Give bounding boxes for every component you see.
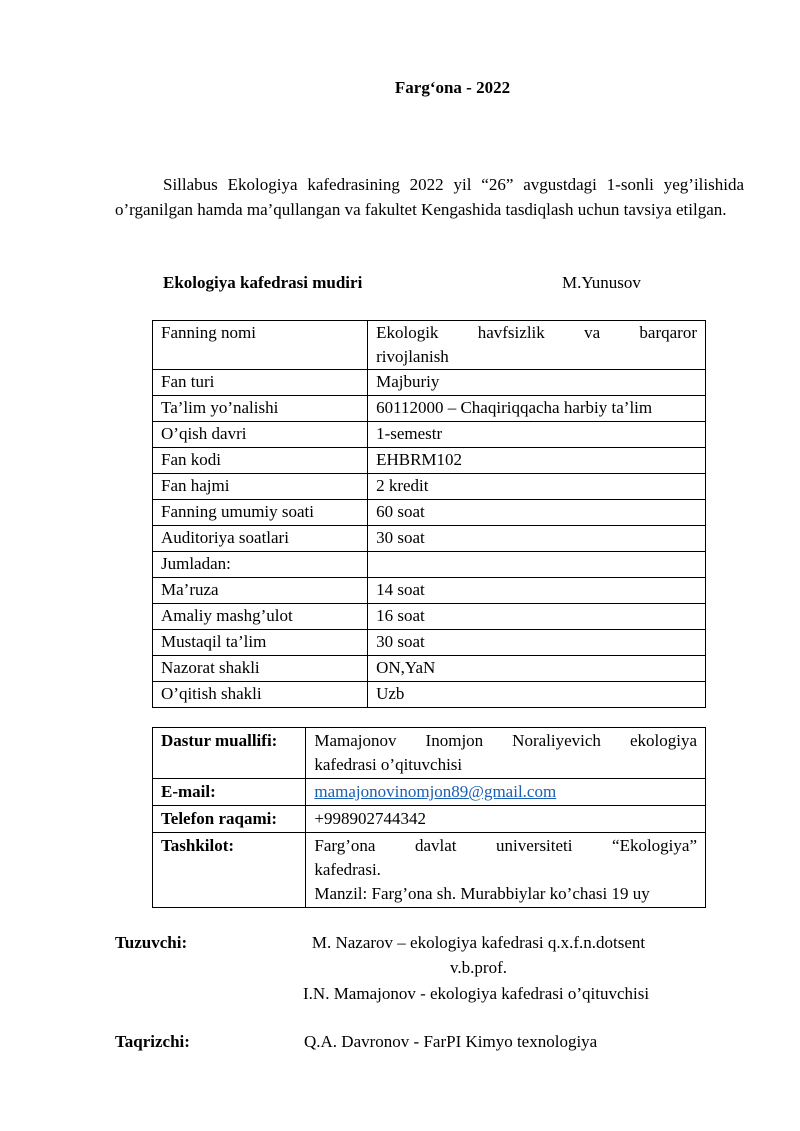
course-info-table bbox=[152, 320, 706, 708]
row-label: Auditoriya soatlari bbox=[153, 526, 368, 552]
table-row bbox=[153, 321, 706, 370]
organization-label: Tashkilot: bbox=[153, 833, 306, 908]
table-row bbox=[153, 500, 706, 526]
row-label: Amaliy mashg’ulot bbox=[153, 604, 368, 630]
email-label: E-mail: bbox=[153, 779, 306, 806]
table-row bbox=[153, 656, 706, 682]
row-value: ON,YaN bbox=[368, 656, 706, 682]
table-row bbox=[153, 728, 706, 779]
row-value: EHBRM102 bbox=[368, 448, 706, 474]
row-value: 16 soat bbox=[368, 604, 706, 630]
row-label: Ma’ruza bbox=[153, 578, 368, 604]
phone-label: Telefon raqami: bbox=[153, 806, 306, 833]
organization-line-2: kafedrasi. bbox=[314, 860, 381, 879]
course-name-line-1: Ekologik havfsizlik va barqaror bbox=[376, 323, 697, 342]
row-label: Mustaqil ta’lim bbox=[153, 630, 368, 656]
author-info-table bbox=[152, 727, 706, 908]
row-label: Fanning umumiy soati bbox=[153, 500, 368, 526]
course-name-line-2: rivojlanish bbox=[376, 347, 449, 366]
row-value: Uzb bbox=[368, 682, 706, 708]
row-label: Fan turi bbox=[153, 370, 368, 396]
row-value bbox=[368, 321, 706, 370]
table-row bbox=[153, 682, 706, 708]
department-head-title: Ekologiya kafedrasi mudiri bbox=[163, 273, 363, 292]
organization-address: Manzil: Farg’ona sh. Murabbiylar ko’chasi 19 uy bbox=[314, 884, 650, 903]
table-row bbox=[153, 578, 706, 604]
reviewer-name: Q.A. Davronov - FarPI Kimyo texnologiya bbox=[304, 1032, 598, 1051]
row-label: O’qitish shakli bbox=[153, 682, 368, 708]
row-label: Jumladan: bbox=[153, 552, 368, 578]
row-label: Ta’lim yo’nalishi bbox=[153, 396, 368, 422]
table-row bbox=[153, 806, 706, 833]
organization-line-1: Farg’ona davlat universiteti “Ekologiya” bbox=[314, 836, 697, 855]
compiler-1-line-2: v.b.prof. bbox=[450, 958, 507, 977]
compiler-label: Tuzuvchi: bbox=[115, 933, 188, 952]
table-row bbox=[153, 779, 706, 806]
email-value bbox=[306, 779, 706, 806]
row-value: 30 soat bbox=[368, 630, 706, 656]
table-row bbox=[153, 474, 706, 500]
author-label: Dastur muallifi: bbox=[153, 728, 306, 779]
compiler-1-line-1: M. Nazarov – ekologiya kafedrasi q.x.f.n.dotsent bbox=[311, 933, 646, 952]
row-value: 14 soat bbox=[368, 578, 706, 604]
row-value bbox=[368, 552, 706, 578]
intro-line-3: uchun tavsiya etilgan. bbox=[577, 200, 727, 219]
organization-value bbox=[306, 833, 706, 908]
compiler-2: I.N. Mamajonov - ekologiya kafedrasi o’qituvchisi bbox=[303, 984, 650, 1003]
table-row bbox=[153, 396, 706, 422]
row-label: Fan hajmi bbox=[153, 474, 368, 500]
author-line-2: kafedrasi o’qituvchisi bbox=[314, 755, 463, 774]
table-row bbox=[153, 630, 706, 656]
table-row bbox=[153, 552, 706, 578]
table-row bbox=[153, 833, 706, 908]
reviewer-label: Taqrizchi: bbox=[115, 1032, 190, 1051]
row-value: 60 soat bbox=[368, 500, 706, 526]
intro-paragraph bbox=[115, 172, 744, 222]
department-head-name: M.Yunusov bbox=[562, 273, 641, 292]
table-row bbox=[153, 526, 706, 552]
row-value: Majburiy bbox=[368, 370, 706, 396]
row-label: Fanning nomi bbox=[153, 321, 368, 370]
intro-line-1: Sillabus Ekologiya kafedrasining 2022 yil “26” avgustdagi 1-sonli bbox=[163, 175, 654, 194]
table-row bbox=[153, 604, 706, 630]
row-value: 2 kredit bbox=[368, 474, 706, 500]
table-row bbox=[153, 370, 706, 396]
row-value: 1-semestr bbox=[368, 422, 706, 448]
row-value: 30 soat bbox=[368, 526, 706, 552]
table-row bbox=[153, 422, 706, 448]
author-value bbox=[306, 728, 706, 779]
document-city-year: Farg‘ona - 2022 bbox=[394, 78, 511, 97]
row-value: 60112000 – Chaqiriqqacha harbiy ta’lim bbox=[368, 396, 706, 422]
email-link[interactable]: mamajonovinomjon89@gmail.com bbox=[314, 782, 557, 801]
row-label: Fan kodi bbox=[153, 448, 368, 474]
author-line-1: Mamajonov Inomjon Noraliyevich ekologiya bbox=[314, 731, 697, 750]
table-row bbox=[153, 448, 706, 474]
phone-value: +998902744342 bbox=[306, 806, 706, 833]
row-label: O’qish davri bbox=[153, 422, 368, 448]
intro-line-2: yeg’ilishida o’rganilgan hamda ma’qullangan va fakultet Kengashida tasdiqlash bbox=[115, 175, 744, 219]
row-label: Nazorat shakli bbox=[153, 656, 368, 682]
